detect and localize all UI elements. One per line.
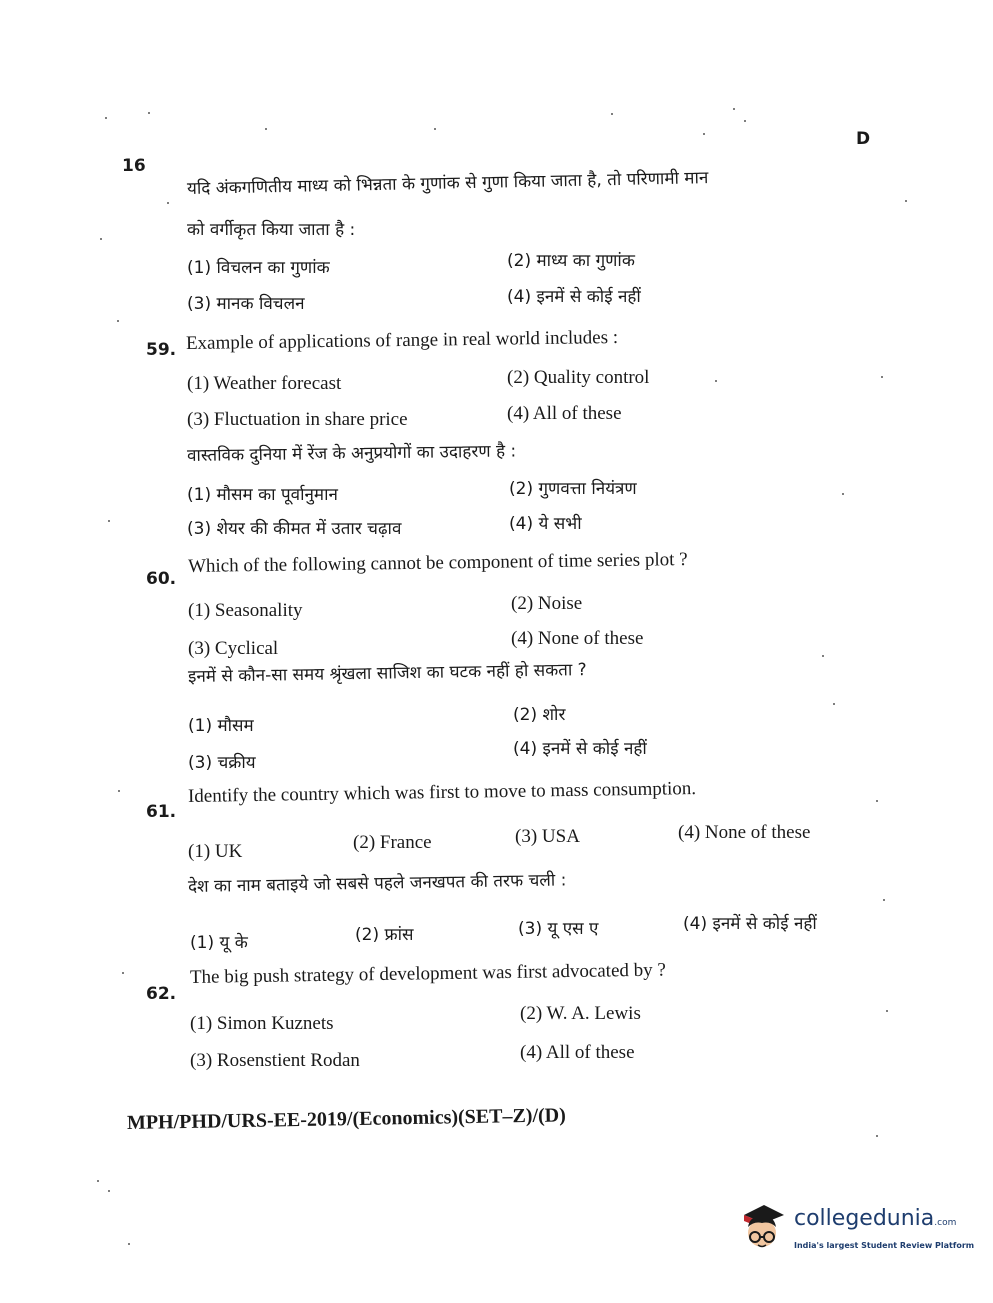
- q59-hindi-option: (2) गुणवत्ता नियंत्रण: [509, 479, 637, 499]
- q59-hindi-text: वास्तविक दुनिया में रेंज के अनुप्रयोगों का उदाहरण है :: [186, 441, 517, 466]
- q61-option: (2) France: [353, 832, 432, 853]
- q60-option: (3) Cyclical: [188, 638, 279, 659]
- q59-hindi-option: (4) ये सभी: [509, 514, 582, 534]
- q61-option: (1) UK: [188, 841, 243, 862]
- q60-hindi-option: (3) चक्रीय: [188, 753, 256, 773]
- q62-text: The big push strategy of development was first advocated by ?: [189, 959, 667, 988]
- q58-hindi-line1: यदि अंकगणितीय माध्य को भिन्नता के गुणांक से गुणा किया जाता है, तो परिणामी मान: [186, 168, 709, 199]
- q59-option: (3) Fluctuation in share price: [187, 409, 408, 430]
- q58-option: (3) मानक विचलन: [187, 294, 305, 314]
- q58-option: (1) विचलन का गुणांक: [187, 258, 330, 278]
- q61-hindi-option: (4) इनमें से कोई नहीं: [683, 914, 817, 934]
- logo-wordmark: [794, 1206, 956, 1231]
- q62-option: (1) Simon Kuznets: [190, 1013, 334, 1034]
- q60-number: 60.: [146, 569, 177, 589]
- q59-option: (1) Weather forecast: [187, 373, 342, 394]
- q61-option: (4) None of these: [678, 822, 811, 843]
- q62-option: (3) Rosenstient Rodan: [190, 1050, 360, 1071]
- set-letter: D: [856, 129, 871, 149]
- logo-name: collegedunia: [794, 1206, 935, 1231]
- q58-hindi-line2: को वर्गीकृत किया जाता है :: [187, 220, 356, 240]
- logo-tagline: India's largest Student Review Platform: [794, 1241, 975, 1250]
- q59-hindi-option: (1) मौसम का पूर्वानुमान: [187, 485, 338, 505]
- q60-hindi-text: इनमें से कौन-सा समय श्रृंखला साजिश का घटक नहीं हो सकता ?: [187, 660, 587, 687]
- q59-text: Example of applications of range in real world includes :: [185, 326, 619, 354]
- q61-number: 61.: [146, 802, 177, 822]
- q59-option: (4) All of these: [507, 403, 622, 424]
- q62-number: 62.: [146, 984, 177, 1004]
- q62-option: (2) W. A. Lewis: [520, 1003, 641, 1024]
- logo-suffix: .com: [934, 1218, 957, 1228]
- q61-hindi-option: (1) यू के: [190, 933, 248, 953]
- q58-option: (4) इनमें से कोई नहीं: [507, 287, 641, 307]
- q60-hindi-option: (4) इनमें से कोई नहीं: [513, 739, 647, 759]
- q60-hindi-option: (1) मौसम: [188, 716, 254, 736]
- q60-option: (4) None of these: [511, 628, 644, 649]
- collegedunia-mascot-icon: [736, 1197, 792, 1255]
- q61-hindi-text: देश का नाम बताइये जो सबसे पहले जनखपत की तरफ चली :: [187, 870, 567, 897]
- q59-hindi-option: (3) शेयर की कीमत में उतार चढ़ाव: [187, 519, 402, 539]
- q59-number: 59.: [146, 340, 177, 360]
- q61-text: Identify the country which was first to move to mass consumption.: [187, 778, 697, 807]
- q62-option: (4) All of these: [520, 1042, 635, 1063]
- page-number: 16: [122, 156, 146, 176]
- q60-option: (1) Seasonality: [188, 600, 303, 621]
- paper-code-footer: MPH/PHD/URS-EE-2019/(Economics)(SET–Z)/(D): [126, 1104, 566, 1134]
- q59-option: (2) Quality control: [507, 367, 650, 388]
- q60-text: Which of the following cannot be component of time series plot ?: [187, 549, 688, 577]
- q61-hindi-option: (3) यू एस ए: [518, 919, 599, 939]
- q60-option: (2) Noise: [511, 593, 583, 614]
- q58-option: (2) माध्य का गुणांक: [507, 251, 635, 271]
- q61-hindi-option: (2) फ्रांस: [355, 925, 414, 945]
- q60-hindi-option: (2) शोर: [513, 705, 566, 725]
- q61-option: (3) USA: [515, 826, 580, 847]
